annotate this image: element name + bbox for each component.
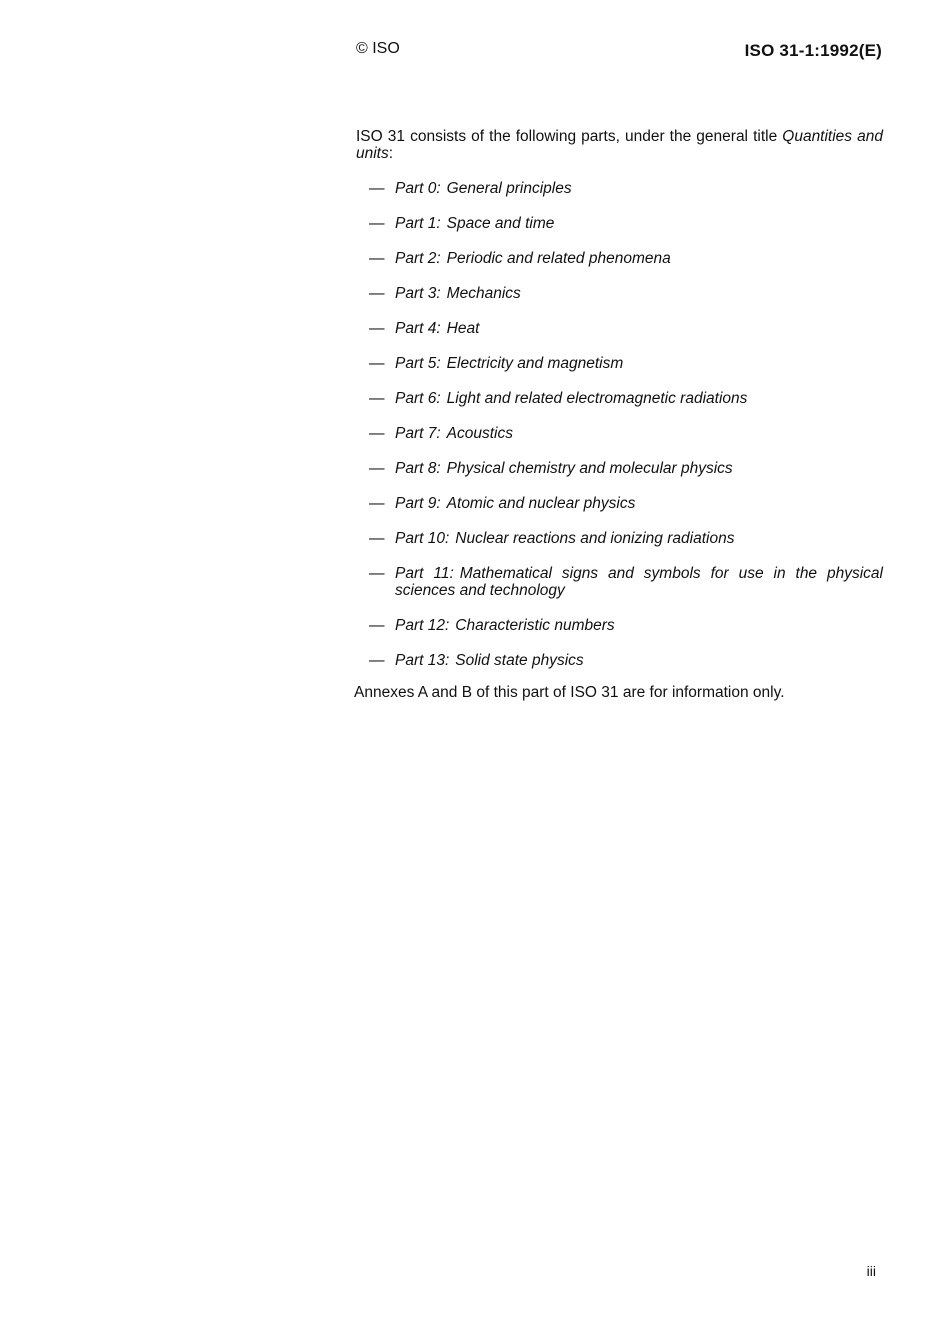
part-title: Nuclear reactions and ionizing radiations	[455, 530, 735, 547]
part-title: Mechanics	[446, 285, 521, 302]
part-label: Part 11:	[395, 565, 454, 582]
list-dash: —	[369, 355, 385, 372]
list-item	[369, 460, 883, 477]
part-title: Electricity and magnetism	[446, 355, 624, 372]
part-label: Part 2:	[395, 250, 441, 267]
list-item	[369, 425, 883, 442]
list-dash: —	[369, 530, 385, 547]
part-title: Heat	[446, 320, 480, 337]
list-item	[369, 250, 883, 267]
list-item	[369, 617, 883, 634]
list-dash: —	[369, 180, 385, 197]
list-dash: —	[369, 495, 385, 512]
general-title: Quantities and units	[356, 128, 883, 162]
list-item	[369, 530, 883, 547]
part-label: Part 8:	[395, 460, 441, 477]
list-item	[369, 495, 883, 512]
intro-text: ISO 31 consists of the following parts, under the general title	[356, 128, 783, 145]
part-label: Part 3:	[395, 285, 441, 302]
part-label: Part 10:	[395, 530, 450, 547]
part-title: Periodic and related phenomena	[446, 250, 671, 267]
part-title: Solid state physics	[455, 652, 584, 669]
part-label: Part 12:	[395, 617, 450, 634]
list-dash: —	[369, 285, 385, 302]
part-label: Part 5:	[395, 355, 441, 372]
list-dash: —	[369, 215, 385, 232]
list-dash: —	[369, 460, 385, 477]
list-item	[369, 652, 883, 669]
intro-colon: :	[388, 145, 394, 162]
part-title: Acoustics	[446, 425, 514, 442]
list-item	[369, 565, 883, 599]
part-title: Space and time	[446, 215, 555, 232]
list-item	[369, 180, 883, 197]
copyright-header: © ISO	[356, 40, 400, 57]
annex-note: Annexes A and B of this part of ISO 31 are for information only.	[354, 684, 785, 701]
list-item	[369, 390, 883, 407]
list-dash: —	[369, 425, 385, 442]
list-item	[369, 355, 883, 372]
part-label: Part 7:	[395, 425, 441, 442]
part-title: Atomic and nuclear physics	[446, 495, 636, 512]
parts-list	[369, 180, 883, 687]
part-label: Part 13:	[395, 652, 450, 669]
part-title: General principles	[446, 180, 572, 197]
page-number: iii	[866, 1263, 876, 1279]
part-label: Part 6:	[395, 390, 441, 407]
part-title: Characteristic numbers	[455, 617, 615, 634]
list-dash: —	[369, 320, 385, 337]
part-label: Part 9:	[395, 495, 441, 512]
list-dash: —	[369, 617, 385, 634]
list-dash: —	[369, 390, 385, 407]
document-identifier: ISO 31-1:1992(E)	[744, 41, 882, 60]
part-label: Part 4:	[395, 320, 441, 337]
part-title: Mathematical signs and symbols for use in the physical sciences and technology	[395, 565, 883, 599]
list-dash: —	[369, 565, 385, 582]
part-title: Physical chemistry and molecular physics	[446, 460, 733, 477]
list-item	[369, 320, 883, 337]
list-dash: —	[369, 652, 385, 669]
list-item	[369, 285, 883, 302]
list-item	[369, 215, 883, 232]
part-title: Light and related electromagnetic radiations	[446, 390, 748, 407]
part-label: Part 0:	[395, 180, 441, 197]
intro-paragraph	[356, 128, 883, 162]
part-label: Part 1:	[395, 215, 441, 232]
list-dash: —	[369, 250, 385, 267]
